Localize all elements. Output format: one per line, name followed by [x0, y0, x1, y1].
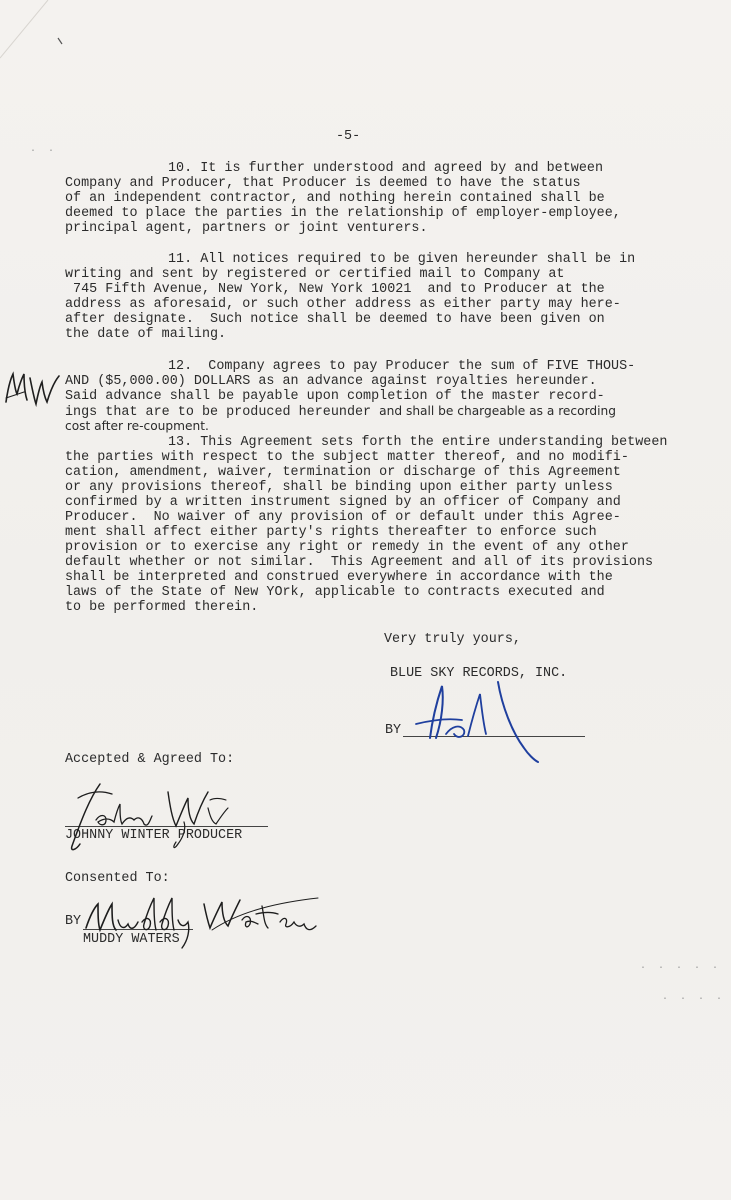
para13-line: cation, amendment, waiver, termination or discharge of this Agreement [65, 465, 621, 480]
scan-artifact: · · [30, 146, 58, 157]
closing-salutation: Very truly yours, [384, 632, 521, 647]
scan-artifact: · · · · · [640, 963, 722, 974]
para13-line: the parties with respect to the subject matter thereof, and no modifi- [65, 450, 629, 465]
producer-name: JOHNNY WINTER PRODUCER [65, 828, 243, 843]
para13-line: shall be interpreted and construed everywhere in accordance with the [65, 570, 613, 585]
consented-label: Consented To: [65, 871, 170, 886]
corner-fold-mark [0, 0, 120, 120]
para13-line: 13. This Agreement sets forth the entire understanding between [168, 435, 668, 450]
para12-typed-text: ings that are to be produced hereunder [65, 405, 380, 420]
para12-line: 12. Company agrees to pay Producer the sum of FIVE THOUS- [168, 359, 636, 374]
para13-line: Producer. No waiver of any provision of or default under this Agree- [65, 510, 621, 525]
para10-line: 10. It is further understood and agreed by and between [168, 161, 604, 176]
para12-line: AND ($5,000.00) DOLLARS as an advance against royalties hereunder. [65, 374, 597, 389]
para10-line: of an independent contractor, and nothing herein contained shall be [65, 191, 605, 206]
consenter-signature [82, 890, 322, 952]
para11-line: writing and sent by registered or certified mail to Company at [65, 267, 565, 282]
para10-line: principal agent, partners or joint venturers. [65, 221, 428, 236]
by-label-consent: BY [65, 914, 82, 929]
para10-line: deemed to place the parties in the relationship of employer-employee, [65, 206, 621, 221]
company-name: BLUE SKY RECORDS, INC. [390, 666, 568, 681]
para13-line: ment shall affect either party's rights thereafter to enforce such [65, 525, 597, 540]
producer-signature [60, 778, 243, 858]
para11-line: 11. All notices required to be given hereunder shall be in [168, 252, 636, 267]
para13-line: confirmed by a written instrument signed by an officer of Company and [65, 495, 621, 510]
para12-inserted-text: and shall be chargeable as a recording [379, 404, 616, 418]
company-officer-signature [402, 676, 547, 768]
para13-line: laws of the State of New YOrk, applicable to contracts executed and [65, 585, 605, 600]
para11-line: after designate. Such notice shall be deemed to have been given on [65, 312, 605, 327]
consenter-name: MUDDY WATERS [83, 932, 180, 947]
accepted-label: Accepted & Agreed To: [65, 752, 235, 767]
para12-line: Said advance shall be payable upon completion of the master record- [65, 389, 605, 404]
para12-line [65, 404, 616, 420]
para13-line: or any provisions thereof, shall be binding upon either party unless [65, 480, 613, 495]
para11-line: address as aforesaid, or such other address as either party may here- [65, 297, 621, 312]
scan-artifact: · · · · [662, 994, 726, 1005]
para10-line: Company and Producer, that Producer is deemed to have the status [65, 176, 581, 191]
para11-line-rest: and to Producer at the [411, 282, 605, 297]
para13-line: to be performed therein. [65, 600, 259, 615]
company-address: 745 Fifth Avenue, New York, New York 10021 [65, 282, 412, 297]
margin-initials-signature [2, 368, 64, 412]
by-label-company: BY [385, 723, 402, 738]
para13-line: default whether or not similar. This Agreement and all of its provisions [65, 555, 654, 570]
para12-inserted-text: cost after re-coupment. [65, 419, 209, 433]
para11-line: the date of mailing. [65, 327, 227, 342]
para11-line [65, 282, 605, 297]
page-number: -5- [336, 129, 361, 144]
para13-line: provision or to exercise any right or remedy in the event of any other [65, 540, 629, 555]
